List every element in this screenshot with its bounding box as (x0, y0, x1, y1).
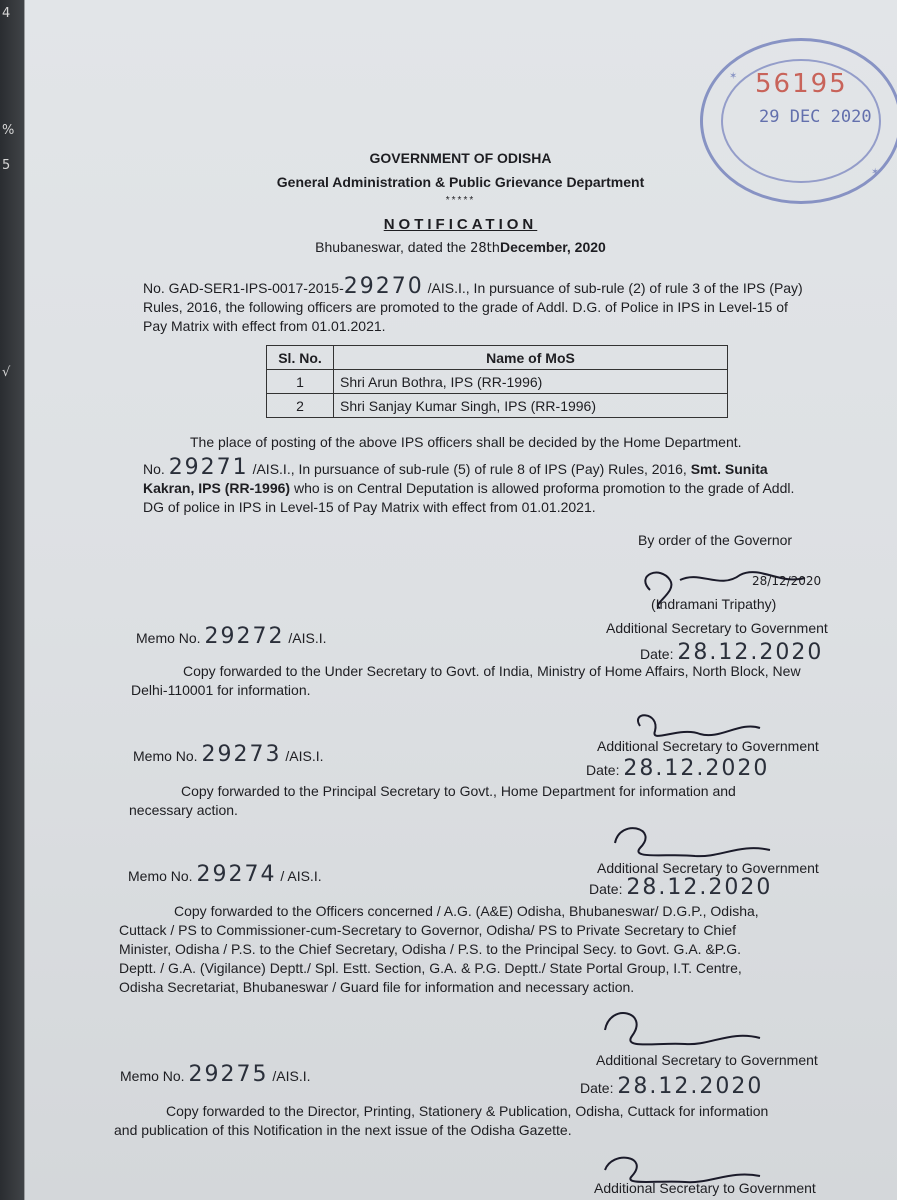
table-row: 2 Shri Sanjay Kumar Singh, IPS (RR-1996) (267, 394, 728, 418)
notification-paragraph-1: No. GAD-SER1-IPS-0017-2015-29270 /AIS.I., In pursuance of sub-rule (2) of rule 3 of the IPS (Pay) Rules, 2016, the following officers are promoted to the grade of Addl. D.G. of Police in IPS in Level-15 of Pay Matrix with effect from 01.01.2021. (143, 274, 803, 334)
edge-mark: √ (2, 365, 11, 380)
memo-number: Memo No. 29272 /AIS.I. (136, 624, 327, 649)
signatory-designation: Additional Secretary to Government (596, 1052, 818, 1068)
signatory-designation: Additional Secretary to Government (597, 860, 819, 876)
signatory-name: (Indramani Tripathy) (651, 596, 777, 612)
memo-text: Copy forwarded to the Officers concerned / A.G. (A&E) Odisha, Bhubaneswar/ D.G.P., Odisha, Cuttack / PS to Commissioner-cum-Secretary to Governor, Odisha/ PS to Private Secretary to Chief Minister, Odisha / P.S. to the Chief Secretary, Odisha / P.S. to the Principal Secy. to Govt. G.A. &P.G. Deptt. / G.A. (Vigilance) Deptt./ Spl. Estt. Section, G.A. & P.G. Deptt./ State Portal Group, I.T. Centre, Odisha Secretariat, Bhubaneswar / Guard file for information and necessary action. (119, 903, 759, 995)
memo-text: Copy forwarded to the Principal Secretary to Govt., Home Department for information and necessary action. (129, 783, 736, 818)
table-row: 1 Shri Arun Bothra, IPS (RR-1996) (267, 370, 728, 394)
handwritten-number: 29270 (343, 274, 424, 299)
signatory-designation: Additional Secretary to Government (597, 738, 819, 754)
memo-date: Date: 28.12.2020 (580, 1074, 764, 1099)
table-header: Name of MoS (334, 346, 728, 370)
memo-number: Memo No. 29274 / AIS.I. (128, 862, 322, 887)
table-header: Sl. No. (267, 346, 334, 370)
department-heading: General Administration & Public Grievance Department (276, 174, 645, 190)
memo-date: Date: 28.12.2020 (586, 756, 770, 781)
signatory-designation: Additional Secretary to Government (606, 620, 828, 636)
signature-date: 28/12/2020 (752, 574, 822, 588)
memo-date: Date: 28.12.2020 (589, 875, 773, 900)
edge-mark: 4 (2, 6, 11, 21)
edge-mark: % (2, 123, 15, 138)
officers-table (266, 345, 728, 418)
notification-paragraph-2: No. 29271 /AIS.I., In pursuance of sub-rule (5) of rule 8 of IPS (Pay) Rules, 2016, Smt. Sunita Kakran, IPS (RR-1996) who is on Central Deputation is allowed proforma promotion to the grade of Addl. DG of police in IPS in Level-15 of Pay Matrix with effect from 01.01.2021. (143, 455, 795, 515)
notification-date: Bhubaneswar, dated the 28thDecember, 2020 (315, 239, 606, 256)
order-line: By order of the Governor (638, 532, 793, 548)
signature-icon (590, 1002, 770, 1058)
memo-text: Copy forwarded to the Director, Printing, Stationery & Publication, Odisha, Cuttack for information and publication of this Notification in the next issue of the Odisha Gazette. (114, 1103, 769, 1138)
memo-number: Memo No. 29275 /AIS.I. (120, 1062, 311, 1087)
handwritten-date: 28th (470, 241, 500, 256)
received-stamp: 56195 29 DEC 2020 ✶ ✶ (700, 38, 897, 204)
memo-date: Date: 28.12.2020 (640, 640, 824, 665)
signatory-designation: Additional Secretary to Government (594, 1180, 816, 1196)
handwritten-number: 29271 (168, 455, 249, 480)
separator-stars: ***** (445, 195, 476, 206)
stamp-number: 56195 (755, 69, 848, 99)
posting-line: The place of posting of the above IPS officers shall be decided by the Home Department. (190, 434, 742, 450)
government-heading: GOVERNMENT OF ODISHA (369, 150, 552, 166)
memo-number: Memo No. 29273 /AIS.I. (133, 742, 324, 767)
memo-text: Copy forwarded to the Under Secretary to Govt. of India, Ministry of Home Affairs, North Block, New Delhi-110001 for information. (131, 663, 801, 698)
stamp-date: 29 DEC 2020 (759, 107, 872, 127)
edge-mark: 5 (2, 158, 11, 173)
notification-title: NOTIFICATION (383, 216, 538, 233)
